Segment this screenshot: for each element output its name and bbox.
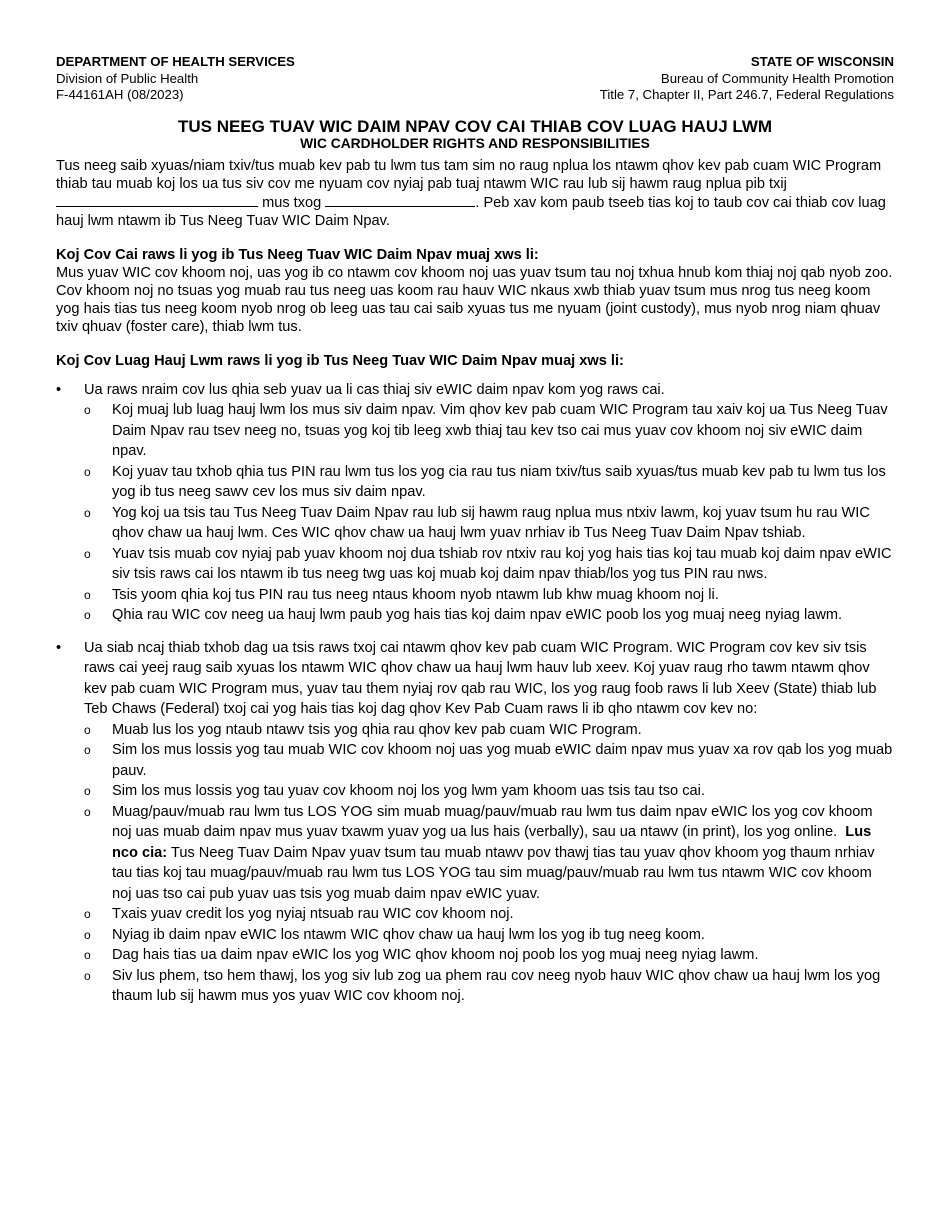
sub-list-item bbox=[84, 781, 894, 802]
circle-bullet-icon: o bbox=[84, 927, 91, 942]
bureau-name: Bureau of Community Health Promotion bbox=[660, 70, 894, 86]
sub-item-text: Siv lus phem, tso hem thawj, los yog siv lub zog ua phem rau cov neeg nyob hauv WIC qhov chaw ua hauj lwm los yog thaum lub sij hawm mus yos yuav WIC cov khoom noj. bbox=[112, 967, 881, 1004]
division-name: Division of Public Health bbox=[56, 70, 199, 86]
sub-item-text: Muag/pauv/muab rau lwm tus LOS YOG sim muab muag/pauv/muab rau lwm tus daim npav eWIC los yog cov khoom noj uas muab daim npav mus yuav txawm yuav yog ua lus hais (verbally), sau ua ntawv (in print), los yog online. bbox=[112, 803, 873, 840]
bullet-icon: • bbox=[56, 639, 62, 656]
sub-item-text: Sim los mus lossis yog tau muab WIC cov khoom noj uas yog muab eWIC daim npav mus yuav xa rov qab los yog muab pauv. bbox=[112, 742, 893, 779]
intro-text-part1: Tus neeg saib xyuas/niam txiv/tus muab kev pab tu lwm tus tam sim no raug nplua los ntawm qhov kev pab cuam WIC Program thiab tau muab koj los ua tus siv cov me nyuam cov nyiaj pab tuaj ntawm WIC rau lub sij hawm raug nplua pib txij bbox=[56, 157, 882, 192]
circle-bullet-icon: o bbox=[84, 784, 91, 798]
sub-item-text: Koj yuav tau txhob qhia tus PIN rau lwm tus los yog cia rau tus niam txiv/tus saib xyuas/tus muab kev pab tu lwm tus los yog ib tus neeg sawv cev los mus siv daim npav. bbox=[112, 463, 886, 500]
bullet-item-honesty bbox=[56, 638, 894, 1007]
rights-paragraph: Mus yuav WIC cov khoom noj, uas yog ib co ntawm cov khoom noj uas yuav tsum tau noj txhua hnub kom thiaj noj qab nyob zoo. Cov khoom noj no tsuas yog muab rau tus neeg uas koom rau hauv WIC nkaus xwb thiab yuav tsum mus nrog tus neeg koom yog hais tias tus neeg koom nyob nrog ob leeg uas tau cai saib xyuas tus me nyuam (joint custody), mus nyob nrog niam qhuav txiv qhuav (foster care), thiab lwm tus. bbox=[56, 264, 893, 335]
circle-bullet-icon: o bbox=[84, 403, 91, 417]
sub-list-item bbox=[84, 925, 894, 946]
regulation-reference: Title 7, Chapter II, Part 246.7, Federal Regulations bbox=[599, 87, 894, 102]
bullet-item-card-use bbox=[56, 380, 894, 626]
circle-bullet-icon: o bbox=[84, 948, 91, 962]
document-subtitle: WIC CARDHOLDER RIGHTS AND RESPONSIBILITIES bbox=[300, 135, 650, 151]
sub-list-honesty bbox=[84, 720, 894, 1007]
intro-paragraph bbox=[56, 157, 894, 230]
circle-bullet-icon: o bbox=[84, 743, 91, 757]
sub-list-item bbox=[84, 720, 894, 741]
circle-bullet-icon: o bbox=[84, 907, 91, 921]
start-date-blank[interactable] bbox=[56, 193, 258, 207]
department-name: DEPARTMENT OF HEALTH SERVICES bbox=[56, 54, 295, 69]
state-name: STATE OF WISCONSIN bbox=[750, 54, 894, 69]
form-number: F-44161AH (08/2023) bbox=[56, 87, 184, 102]
sub-item-text: Txais yuav credit los yog nyiaj ntsuab rau WIC cov khoom noj. bbox=[112, 906, 514, 922]
sub-item-text: Sim los mus lossis yog tau yuav cov khoom noj los yog lwm yam khoom uas tsis tau tso cai. bbox=[112, 783, 705, 799]
sub-list-card-use bbox=[84, 400, 894, 626]
sub-item-text: Nyiag ib daim npav eWIC los ntawm WIC qhov chaw ua hauj lwm los yog ib tug neeg koom. bbox=[112, 926, 705, 943]
bullet-icon: • bbox=[56, 381, 62, 398]
sub-list-item bbox=[84, 945, 894, 966]
sub-list-item bbox=[84, 503, 894, 544]
sub-item-text: Qhia rau WIC cov neeg ua hauj lwm paub yog hais tias koj daim npav eWIC poob los yog muaj neeg nyiag lawm. bbox=[112, 607, 843, 623]
sub-list-item bbox=[84, 462, 894, 503]
circle-bullet-icon: o bbox=[84, 464, 91, 479]
sub-list-item bbox=[84, 544, 894, 585]
rights-heading: Koj Cov Cai raws li yog ib Tus Neeg Tuav WIC Daim Npav muaj xws li: bbox=[56, 246, 539, 263]
sub-item-text: Yuav tsis muab cov nyiaj pab yuav khoom noj dua tshiab rov ntxiv rau koj yog hais tias koj tau muab koj daim npav eWIC siv tsis raws cai los ntawm ib tus neeg twg uas koj muab koj daim npav thiab/los yog tus PIN rau nws. bbox=[112, 545, 892, 582]
circle-bullet-icon: o bbox=[84, 722, 91, 737]
bullet-text: Ua siab ncaj thiab txhob dag ua tsis raws txoj cai ntawm qhov kev pab cuam WIC Program. WIC Program cov kev siv tsis raws cai yeej raug saib xyuas los ntawm WIC qhov chaw ua hauj lwm hauv lub xeev. Koj yuav raug rho tawm ntawm qhov kev pab cuam WIC Program mus, yuav tau them nyiaj rov qab rau WIC, los yog raug foob raws li lub Xeev (State) thiab lub Teb Chaws (Federal) txoj cai yog hais tias koj dag qhov Kev Pab Cuam raws li ib qho ntawm cov kev no: bbox=[84, 639, 877, 717]
circle-bullet-icon: o bbox=[84, 968, 91, 983]
document-title: TUS NEEG TUAV WIC DAIM NPAV COV CAI THIAB COV LUAG HAUJ LWM bbox=[177, 116, 773, 136]
document-page bbox=[56, 54, 894, 1019]
sub-list-item bbox=[84, 740, 894, 781]
circle-bullet-icon: o bbox=[84, 804, 91, 819]
end-date-blank[interactable] bbox=[325, 193, 475, 207]
sub-list-item bbox=[84, 400, 894, 462]
sub-list-item bbox=[84, 904, 894, 925]
sub-item-text: Dag hais tias ua daim npav eWIC los yog WIC qhov khoom noj poob los yog muaj neeg nyiag lawm. bbox=[112, 947, 759, 963]
sub-list-item bbox=[84, 585, 894, 606]
intro-text-part3: . Peb xav kom paub tseeb tias koj to taub cov cai thiab cov luag hauj lwm ntawm ib Tus Neeg Tuav WIC Daim Npav. bbox=[56, 194, 886, 229]
note-text: Tus Neeg Tuav Daim Npav yuav tsum tau muab ntawv pov thawj tias tau yuav qhov khoom yog thaum nrhiav tau tias koj tau muag/pauv/muab rau lwm tus LOS YOG tau sim muag/pauv/muab rau lwm tus ntawm WIC cov khoom noj uas tso cai pub yuav uas tsis yog muab daim npav eWIC yuav. bbox=[112, 844, 875, 902]
sub-list-item bbox=[84, 605, 894, 626]
responsibilities-list bbox=[56, 380, 894, 1007]
intro-text-part2: mus txog bbox=[262, 194, 322, 211]
sub-item-text: Koj muaj lub luag hauj lwm los mus siv daim npav. Vim qhov kev pab cuam WIC Program tau xaiv koj ua Tus Neeg Tuav Daim Npav rau tsev neeg no, tsuas yog koj tib leeg xwb thiaj tau kev tso cai mus yuav cov khoom noj siv eWIC daim npav. bbox=[112, 402, 888, 459]
circle-bullet-icon: o bbox=[84, 587, 91, 602]
circle-bullet-icon: o bbox=[84, 608, 91, 622]
document-header bbox=[56, 54, 894, 104]
note-label: Lus nco cia: bbox=[112, 824, 872, 861]
sub-list-item-note bbox=[84, 802, 894, 905]
sub-item-text: Muab lus los yog ntaub ntawv tsis yog qhia rau qhov kev pab cuam WIC Program. bbox=[112, 721, 642, 738]
sub-list-item bbox=[84, 966, 894, 1007]
bullet-text: Ua raws nraim cov lus qhia seb yuav ua li cas thiaj siv eWIC daim npav kom yog raws cai. bbox=[84, 381, 665, 398]
sub-item-text: Yog koj ua tsis tau Tus Neeg Tuav Daim Npav rau lub sij hawm raug nplua mus ntxiv lawm, koj yuav tsum hu rau WIC qhov chaw ua hauj lwm. Ces WIC qhov chaw ua hauj lwm yuav nrhiav ib Tus Neeg Tuav Daim Npav tshiab. bbox=[112, 504, 870, 541]
circle-bullet-icon: o bbox=[84, 505, 91, 520]
sub-item-text: Tsis yoom qhia koj tus PIN rau tus neeg ntaus khoom nyob ntawm lub khw muag khoom noj li. bbox=[112, 586, 719, 603]
header-left bbox=[56, 54, 295, 104]
responsibilities-heading: Koj Cov Luag Hauj Lwm raws li yog ib Tus Neeg Tuav WIC Daim Npav muaj xws li: bbox=[56, 352, 624, 369]
header-right bbox=[600, 54, 894, 104]
circle-bullet-icon: o bbox=[84, 546, 91, 561]
